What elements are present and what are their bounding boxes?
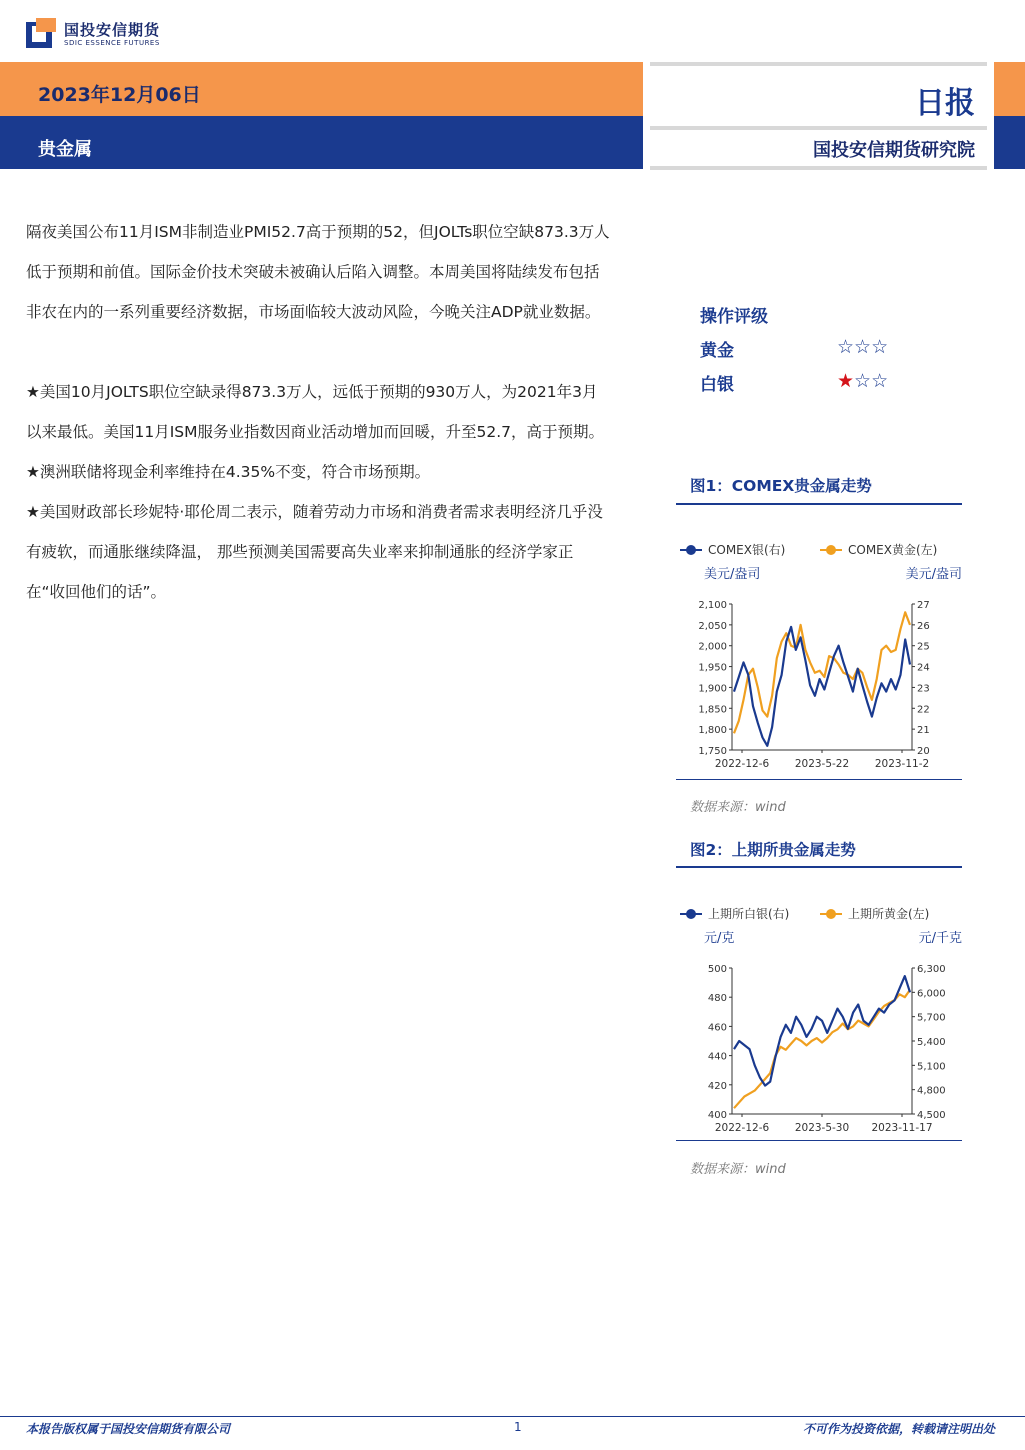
- figure-2-chart: [676, 902, 966, 1140]
- figure-rule: [676, 866, 962, 868]
- institute-name: 国投安信期货研究院: [813, 140, 975, 161]
- footer-divider: [0, 1416, 1025, 1417]
- right-tick-label: 21: [917, 725, 930, 737]
- rating-stars-silver: [837, 370, 888, 392]
- right-tick-label: 5,700: [917, 1012, 946, 1024]
- left-tick-label: 1,750: [698, 746, 727, 757]
- legend-label: 上期所白银(右): [708, 907, 790, 921]
- right-tick-label: 6,300: [917, 964, 946, 975]
- commentary: [26, 212, 611, 612]
- left-tick-label: 480: [707, 993, 727, 1005]
- star-empty-icon: ☆: [871, 370, 889, 392]
- figure-rule: [676, 1140, 962, 1141]
- rating-label-gold: 黄金: [700, 341, 734, 361]
- news-item: ★美国财政部长珍妮特·耶伦周二表示，随着劳动力市场和消费者需求表明经济几乎没有疲软，而通胀继续降温， 那些预测美国需要高失业率来抑制通胀的经济学家正在“收回他们的话”。: [26, 503, 603, 601]
- left-tick-label: 1,900: [698, 683, 727, 695]
- divider: [650, 126, 987, 130]
- left-tick-label: 1,800: [698, 725, 727, 737]
- report-date: 2023年12月06日: [38, 84, 201, 106]
- rating-label-silver: 白银: [700, 375, 734, 395]
- right-tick-label: 6,000: [917, 988, 946, 1000]
- legend-marker: [826, 909, 836, 919]
- legend-marker: [686, 909, 696, 919]
- category-bar: [0, 116, 643, 169]
- legend-label: COMEX银(右): [708, 543, 786, 557]
- left-tick-label: 1,950: [698, 662, 727, 674]
- right-tick-label: 5,100: [917, 1061, 946, 1073]
- figure-rule: [676, 779, 962, 780]
- rating-title: 操作评级: [700, 307, 768, 327]
- right-axis-unit: 美元/盎司: [905, 567, 962, 582]
- left-tick-label: 2,000: [698, 641, 727, 653]
- legend-label: 上期所黄金(左): [848, 907, 930, 921]
- right-tick-label: 26: [917, 620, 930, 632]
- figure-1-chart: [676, 538, 966, 778]
- x-tick-label: 2023-5-22: [794, 758, 850, 770]
- series-line: [734, 627, 910, 746]
- star-filled-icon: ★: [837, 370, 855, 392]
- right-tick-label: 22: [917, 704, 930, 716]
- news-item: ★美国10月JOLTS职位空缺录得873.3万人，远低于预期的930万人，为2021年3月以来最低。美国11月ISM服务业指数因商业活动增加而回暖，升至52.7，高于预期。: [26, 383, 605, 441]
- x-tick-label: 2023-11-17: [871, 1122, 933, 1134]
- report-category: 贵金属: [38, 139, 92, 160]
- logo-mark-icon: [26, 18, 56, 48]
- logo-name-en: SDIC ESSENCE FUTURES: [64, 39, 160, 47]
- series-line: [734, 990, 910, 1108]
- page-number: 1: [514, 1420, 522, 1434]
- left-tick-label: 2,050: [698, 620, 727, 632]
- divider: [650, 166, 987, 170]
- left-tick-label: 440: [707, 1051, 727, 1063]
- x-tick-label: 2023-11-2: [874, 758, 930, 770]
- right-tick-label: 20: [917, 746, 930, 757]
- rating-stars-gold: [837, 336, 888, 358]
- x-tick-label: 2022-12-6: [714, 758, 770, 770]
- edge-decoration: [994, 62, 1025, 116]
- left-tick-label: 2,100: [698, 600, 727, 611]
- right-tick-label: 5,400: [917, 1037, 946, 1048]
- figure-rule: [676, 503, 962, 505]
- right-tick-label: 25: [917, 641, 930, 653]
- right-tick-label: 27: [917, 600, 930, 611]
- company-logo: [26, 18, 166, 52]
- comex-chart: [676, 538, 966, 778]
- edge-decoration: [994, 116, 1025, 169]
- left-tick-label: 460: [707, 1022, 727, 1034]
- figure-1-title: 图1：COMEX贵金属走势: [690, 477, 872, 495]
- star-empty-icon: ☆: [871, 336, 889, 358]
- star-empty-icon: ☆: [837, 336, 855, 358]
- x-tick-label: 2023-5-30: [794, 1122, 850, 1134]
- report-type: 日报: [915, 86, 975, 121]
- logo-name-cn: 国投安信期货: [64, 21, 161, 39]
- divider: [650, 62, 987, 66]
- right-tick-label: 24: [917, 662, 930, 674]
- legend-label: COMEX黄金(左): [848, 543, 938, 557]
- left-tick-label: 1,850: [698, 704, 727, 716]
- left-tick-label: 420: [707, 1080, 727, 1092]
- figure-2-source: 数据来源：wind: [690, 1162, 786, 1177]
- figure-1-source: 数据来源：wind: [690, 800, 786, 815]
- left-axis-unit: 美元/盎司: [704, 567, 761, 582]
- summary-paragraph: 隔夜美国公布11月ISM非制造业PMI52.7高于预期的52，但JOLTs职位空缺873.3万人低于预期和前值。国际金价技术突破未被确认后陷入调整。本周美国将陆续发布包括非农在内的一系列重要经济数据，市场面临较大波动风险，今晚关注ADP就业数据。: [26, 223, 610, 321]
- right-tick-label: 4,800: [917, 1085, 946, 1097]
- figure-2-title: 图2：上期所贵金属走势: [690, 841, 856, 859]
- right-axis-unit: 元/千克: [918, 931, 962, 946]
- x-tick-label: 2022-12-6: [714, 1122, 770, 1134]
- legend-marker: [686, 545, 696, 555]
- star-empty-icon: ☆: [854, 336, 872, 358]
- disclaimer: 不可作为投资依据，转载请注明出处: [802, 1422, 995, 1436]
- shfe-chart: [676, 902, 966, 1140]
- left-tick-label: 500: [707, 964, 727, 975]
- series-line: [734, 612, 910, 733]
- right-tick-label: 23: [917, 683, 930, 695]
- left-tick-label: 400: [707, 1110, 727, 1121]
- star-empty-icon: ☆: [854, 370, 872, 392]
- left-axis-unit: 元/克: [704, 931, 735, 946]
- operation-rating: [700, 302, 930, 404]
- right-tick-label: 4,500: [917, 1110, 946, 1121]
- series-line: [734, 976, 910, 1086]
- news-item: ★澳洲联储将现金利率维持在4.35%不变，符合市场预期。: [26, 463, 431, 481]
- legend-marker: [826, 545, 836, 555]
- copyright-notice: 本报告版权属于国投安信期货有限公司: [26, 1422, 231, 1436]
